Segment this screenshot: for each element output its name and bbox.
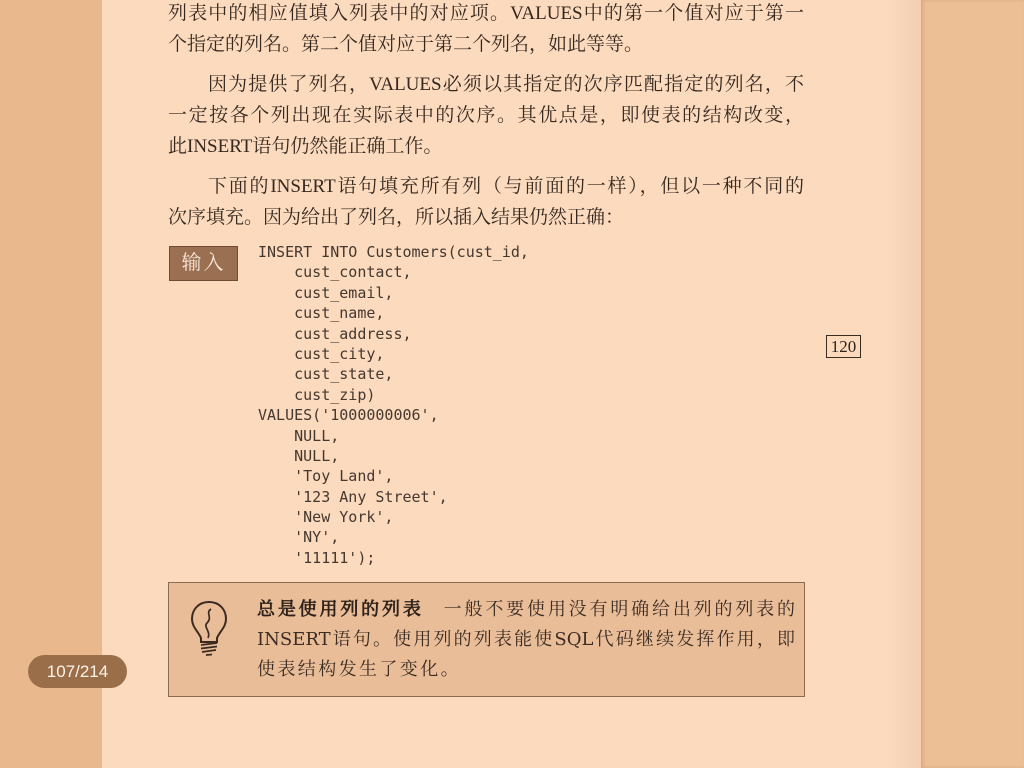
paragraph-3 bbox=[168, 171, 804, 233]
code-line: cust_zip) bbox=[258, 385, 376, 404]
tip-text: 一般不要使用没有明确给出列的列表的 bbox=[443, 599, 795, 620]
right-margin[interactable] bbox=[921, 0, 1024, 768]
margin-page-number: 120 bbox=[826, 335, 861, 358]
page-indicator: 107/214 bbox=[28, 655, 127, 688]
input-label-badge: 输入 bbox=[169, 246, 238, 281]
left-margin[interactable] bbox=[0, 0, 102, 768]
code-line: cust_email, bbox=[258, 283, 394, 302]
text-line: 次序填充。因为给出了列名，所以插入结果仍然正确： bbox=[168, 207, 625, 228]
code-line: INSERT INTO Customers(cust_id, bbox=[258, 243, 529, 261]
sql-code-block bbox=[258, 242, 529, 568]
tip-box bbox=[168, 582, 805, 697]
text-line: 列表中的相应值填入列表中的对应项。VALUES中的第一个值对应于第一 bbox=[168, 3, 804, 24]
text-line: 下面的INSERT语句填充所有列（与前面的一样），但以一种不同的 bbox=[208, 176, 804, 197]
code-line: VALUES('1000000006', bbox=[258, 406, 439, 425]
tip-title: 总是使用列的列表 bbox=[257, 599, 424, 620]
code-line: NULL, bbox=[258, 446, 340, 465]
book-page[interactable] bbox=[102, 0, 921, 768]
code-line: 'New York', bbox=[258, 508, 394, 527]
lightbulb-icon bbox=[188, 598, 230, 658]
code-line: cust_name, bbox=[258, 304, 385, 323]
code-line: '11111'); bbox=[258, 548, 376, 567]
code-line: cust_contact, bbox=[258, 263, 412, 282]
code-line: NULL, bbox=[258, 426, 340, 445]
text-line: 因为提供了列名，VALUES必须以其指定的次序匹配指定的列名，不 bbox=[208, 74, 804, 95]
tip-line bbox=[257, 595, 795, 625]
paragraph-1 bbox=[168, 0, 804, 60]
code-line: cust_address, bbox=[258, 324, 412, 343]
code-line: 'NY', bbox=[258, 528, 340, 547]
tip-line: INSERT语句。使用列的列表能使SQL代码继续发挥作用，即 bbox=[257, 629, 795, 650]
code-line: 'Toy Land', bbox=[258, 467, 394, 486]
code-line: cust_state, bbox=[258, 365, 394, 384]
text-line: 一定按各个列出现在实际表中的次序。其优点是，即使表的结构改变， bbox=[168, 105, 804, 126]
text-line: 此INSERT语句仍然能正确工作。 bbox=[168, 136, 443, 157]
text-line: 个指定的列名。第二个值对应于第二个列名，如此等等。 bbox=[168, 34, 644, 55]
code-line: '123 Any Street', bbox=[258, 487, 448, 506]
code-line: cust_city, bbox=[258, 344, 385, 363]
paragraph-2 bbox=[168, 69, 804, 162]
tip-line: 使表结构发生了变化。 bbox=[257, 659, 461, 680]
